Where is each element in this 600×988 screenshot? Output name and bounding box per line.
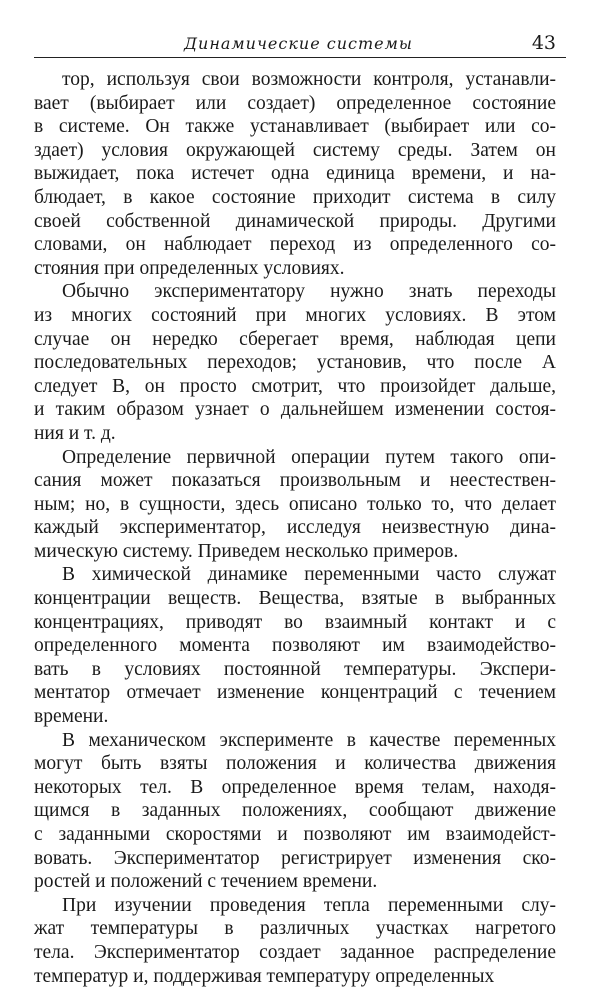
text-line: из многих состояний при многих условиях. В этом	[34, 304, 556, 326]
text-line: последовательных переходов; установив, что после A	[34, 352, 556, 374]
paragraph	[34, 446, 556, 564]
text-line: тела. Экспериментатор создает заданное распределение	[34, 941, 556, 963]
text-line: сания может показаться произвольным и неестествен-	[34, 470, 556, 492]
text-line: ростей и положений с течением времени.	[34, 871, 378, 893]
text-line: жат температуры в различных участках нагретого	[34, 918, 556, 940]
text-line: своей собственной динамической природы. Другими	[34, 210, 556, 232]
text-line: времени.	[34, 706, 109, 728]
paragraph	[34, 894, 556, 988]
text-line: следует B, он просто смотрит, что произойдет дальше,	[34, 375, 556, 397]
text-line: Определение первичной операции путем такого опи-	[62, 446, 556, 468]
text-line: концентрациях, приводят во взаимный контакт и с	[34, 611, 556, 633]
text-line: Обычно экспериментатору нужно знать переходы	[62, 281, 556, 303]
text-line: в системе. Он также устанавливает (выбирает или со-	[34, 116, 556, 138]
text-line: вать в условиях постоянной температуры. Экспери-	[34, 658, 556, 680]
text-line: температур и, поддерживая температуру определенных	[34, 965, 495, 987]
header-rule	[34, 57, 566, 58]
text-line: ным; но, в сущности, здесь описано только то, что делает	[34, 493, 556, 515]
paragraph	[34, 729, 556, 894]
text-line: ментатор отмечает изменение концентраций с течением	[34, 682, 556, 704]
text-line: ния и т. д.	[34, 422, 116, 444]
text-line: вовать. Экспериментатор регистрирует изменения ско-	[34, 847, 556, 869]
body-text	[34, 68, 556, 988]
text-line: В механическом эксперименте в качестве переменных	[62, 729, 556, 751]
text-line: определенного момента позволяют им взаимодейство-	[34, 635, 556, 657]
paragraph	[34, 68, 556, 280]
text-line: словами, он наблюдает переход из определенного со-	[34, 234, 556, 256]
text-line: вает (выбирает или создает) определенное состояние	[34, 92, 556, 114]
text-line: стояния при определенных условиях.	[34, 257, 345, 279]
text-line: случае он нередко сберегает время, наблюдая цепи	[34, 328, 556, 350]
page-number: 43	[531, 32, 556, 54]
text-line: щимся в заданных положениях, сообщают движение	[34, 800, 556, 822]
text-line: концентрации веществ. Вещества, взятые в выбранных	[34, 588, 556, 610]
text-line: выжидает, пока истечет одна единица времени, и на-	[34, 163, 556, 185]
text-line: здает) условия окружающей систему среды. Затем он	[34, 139, 556, 161]
text-line: При изучении проведения тепла переменными слу-	[62, 894, 556, 916]
text-line: тор, используя свои возможности контроля, устанавли-	[62, 69, 556, 90]
text-line: блюдает, в какое состояние приходит система в силу	[34, 186, 556, 208]
text-line: некоторых тел. В определенное время телам, находя-	[34, 776, 556, 798]
text-line: могут быть взяты положения и количества движения	[34, 753, 556, 775]
paragraph	[34, 280, 556, 445]
text-line: мическую систему. Приведем несколько примеров.	[34, 540, 459, 562]
text-line: и таким образом узнает о дальнейшем изменении состоя-	[34, 399, 556, 421]
running-title: Динамические системы	[184, 34, 413, 53]
paragraph	[34, 563, 556, 728]
text-line: с заданными скоростями и позволяют им взаимодейст-	[34, 824, 556, 845]
text-line: В химической динамике переменными часто служат	[62, 564, 556, 586]
text-line: каждый экспериментатор, исследуя неизвестную дина-	[34, 517, 556, 539]
page-header	[34, 30, 566, 56]
